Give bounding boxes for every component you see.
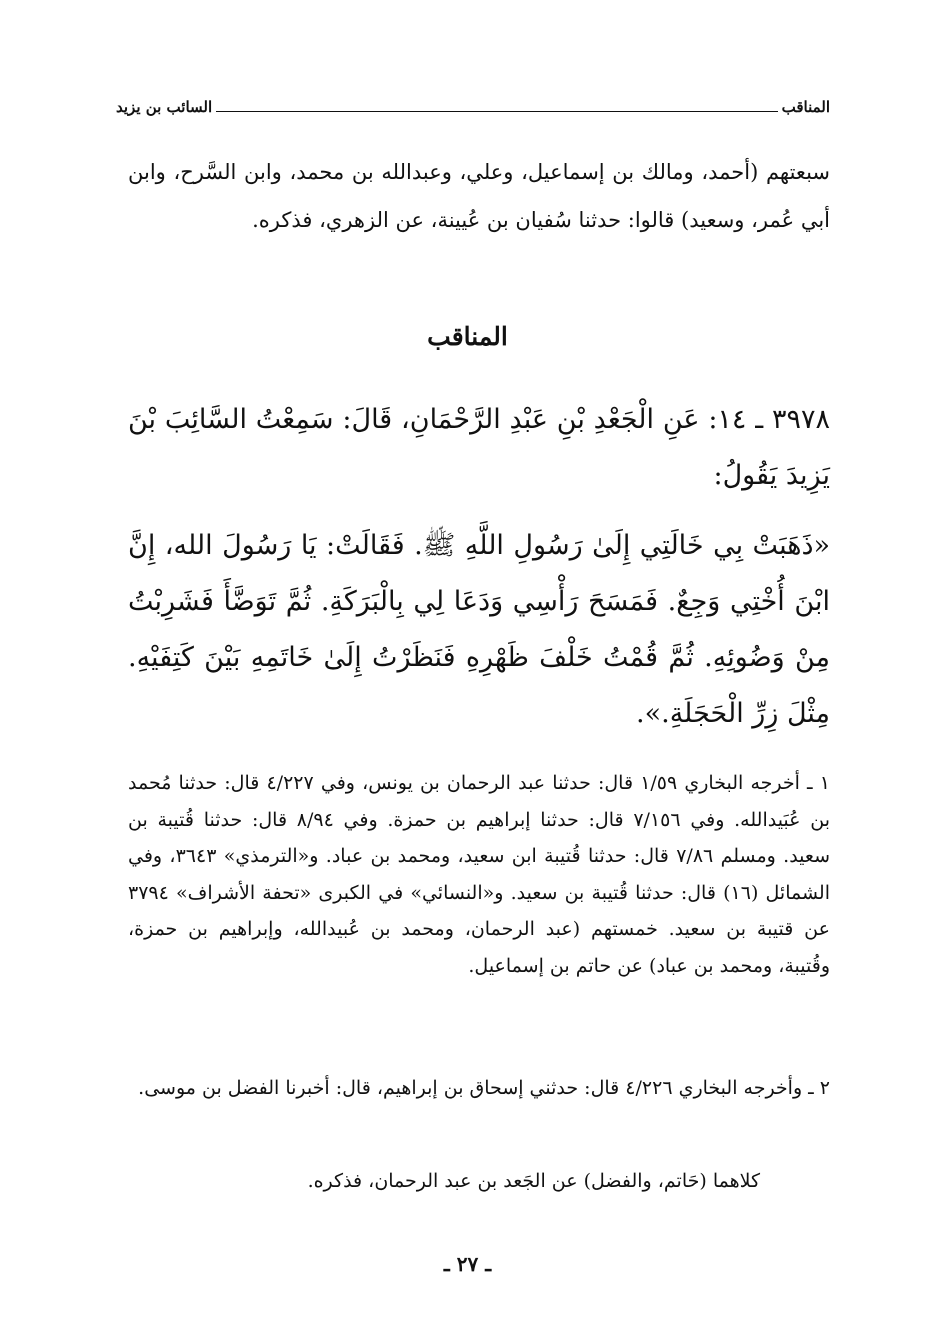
header-person-name: السائب بن يزيد: [116, 98, 213, 116]
header-rule: [216, 111, 777, 112]
hadith-text: «ذَهَبَتْ بِي خَالَتِي إِلَىٰ رَسُولِ اللَّهِ ﷺ. فَقَالَتْ: يَا رَسُولَ الله، إِنَّ ابْنَ أُخْتِي وَجِعٌ. فَمَسَحَ رَأْسِي وَدَعَا لِي بِالْبَرَكَةِ. ثُمَّ تَوَضَّأَ فَشَرِبْتُ مِنْ وَضُوئِهِ. ثُمَّ قُمْتُ خَلْفَ ظَهْرِهِ فَنَظَرْتُ إِلَىٰ خَاتَمِهِ بَيْنَ كَتِفَيْهِ. مِثْلَ زِرِّ الْحَجَلَةِ.».: [128, 530, 830, 729]
intro-paragraph: سبعتهم (أحمد، ومالك بن إسماعيل، وعلي، وعبدالله بن محمد، وابن السَّرح، وابن أبي عُمر، وسعيد) قالوا: حدثنا سُفيان بن عُيينة، عن الزهري، فذكره.: [128, 160, 830, 232]
running-header: [116, 94, 830, 120]
header-section-name: المناقب: [781, 98, 830, 116]
footnote-2: ٢ ـ وأخرجه البخاري ٤/٢٢٦ قال: حدثني إسحاق بن إبراهيم، قال: أخبرنا الفضل بن موسى.: [138, 1077, 830, 1099]
hadith-header: ٣٩٧٨ ـ ١٤: عَنِ الْجَعْدِ بْنِ عَبْدِ الرَّحْمَانِ، قَالَ: سَمِعْتُ السَّائِبَ بْنَ يَزِيدَ يَقُولُ:: [128, 404, 830, 491]
page-number: ـ ٢٧ ـ: [443, 1252, 492, 1276]
footnote-3: كلاهما (حَاتم، والفضل) عن الجَعد بن عبد الرحمان، فذكره.: [307, 1170, 760, 1192]
footnote-1: ١ ـ أخرجه البخاري ١/٥٩ قال: حدثنا عبد الرحمان بن يونس، وفي ٤/٢٢٧ قال: حدثنا مُحمد بن عُبَيدالله. وفي ٧/١٥٦ قال: حدثنا إبراهيم بن حمزة. وفي ٨/٩٤ قال: حدثنا قُتيبة بن سعيد. ومسلم ٧/٨٦ قال: حدثنا قُتيبة ابن سعيد، ومحمد بن عباد. و«الترمذي» ٣٦٤٣، وفي الشمائل (١٦) قال: حدثنا قُتيبة بن سعيد. و«النسائي» في الكبرى «تحفة الأشراف» ٣٧٩٤ عن قتيبة بن سعيد. خمستهم (عبد الرحمان، ومحمد بن عُبيدالله، وإبراهيم بن حمزة، وقُتيبة، ومحمد بن عباد) عن حاتم بن إسماعيل.: [128, 772, 831, 977]
section-title: المناقب: [427, 322, 508, 351]
